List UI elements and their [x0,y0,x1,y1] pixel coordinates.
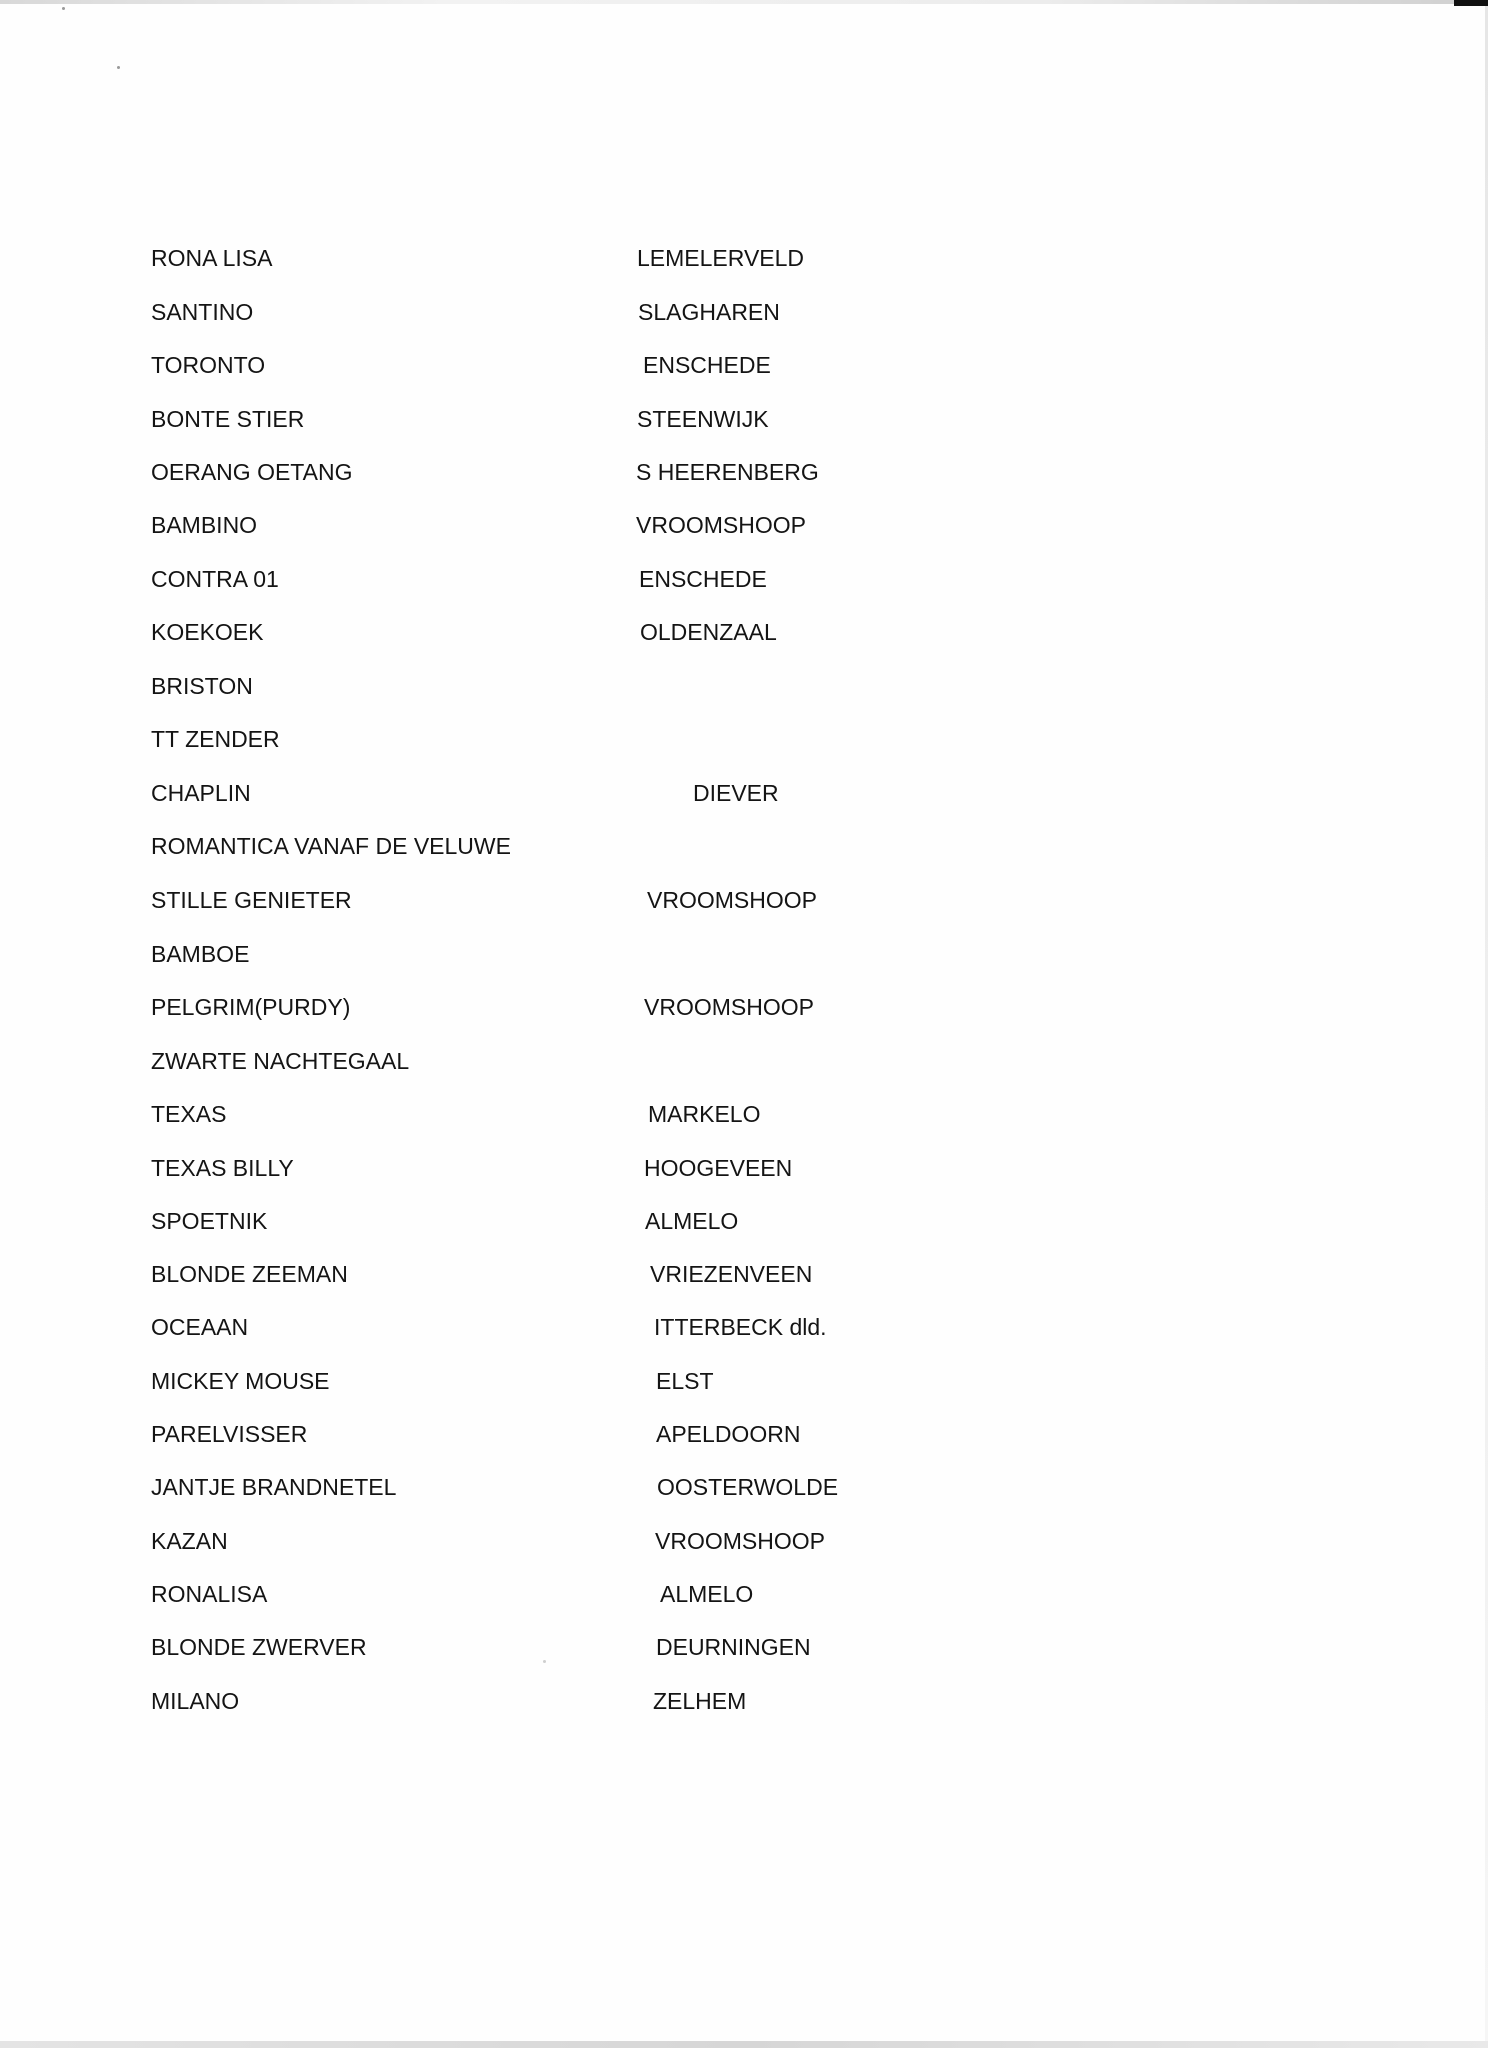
list-row [0,1579,1488,1613]
row-place: HOOGEVEEN [644,1155,793,1181]
row-name: CHAPLIN [151,780,251,806]
list-row [0,1526,1488,1560]
row-name: PELGRIM(PURDY) [151,994,351,1020]
list-row [0,1099,1488,1133]
row-place: ENSCHEDE [639,566,767,592]
list-row [0,350,1488,384]
row-name: ZWARTE NACHTEGAAL [151,1048,410,1074]
row-place: LEMELERVELD [637,245,805,271]
list-row [0,510,1488,544]
row-place: OLDENZAAL [640,619,777,645]
row-name: CONTRA 01 [151,566,279,592]
scan-speck [117,66,120,69]
row-name: KAZAN [151,1528,228,1554]
row-name: SPOETNIK [151,1208,268,1234]
list-row [0,831,1488,865]
row-place: ENSCHEDE [643,352,771,378]
list-row [0,992,1488,1026]
row-name: TORONTO [151,352,266,378]
row-name: JANTJE BRANDNETEL [151,1474,397,1500]
list-row [0,617,1488,651]
row-name: OERANG OETANG [151,459,353,485]
row-name: TEXAS BILLY [151,1155,294,1181]
row-place: VROOMSHOOP [655,1528,825,1554]
scan-speck [62,7,65,10]
row-name: OCEAAN [151,1314,249,1340]
list-row [0,1259,1488,1293]
list-row [0,1206,1488,1240]
row-name: BLONDE ZWERVER [151,1634,367,1660]
list-row [0,457,1488,491]
row-place: STEENWIJK [637,406,769,432]
list-row [0,671,1488,705]
row-place: ALMELO [660,1581,754,1607]
row-place: ELST [656,1368,714,1394]
row-place: S HEERENBERG [636,459,819,485]
list-row [0,1472,1488,1506]
list-row [0,1046,1488,1080]
row-name: RONA LISA [151,245,273,271]
scan-top-edge [0,0,1488,4]
list-row [0,297,1488,331]
row-place: VROOMSHOOP [647,887,817,913]
row-name: BLONDE ZEEMAN [151,1261,348,1287]
row-name: RONALISA [151,1581,268,1607]
row-name: PARELVISSER [151,1421,308,1447]
list-row [0,1419,1488,1453]
list-row [0,724,1488,758]
row-place: DEURNINGEN [656,1634,811,1660]
list-row [0,1632,1488,1666]
list-row [0,1312,1488,1346]
row-place: VROOMSHOOP [636,512,806,538]
row-name: BONTE STIER [151,406,305,432]
row-name: TT ZENDER [151,726,280,752]
scan-bottom-edge [0,2041,1488,2048]
row-place: VRIEZENVEEN [650,1261,813,1287]
row-name: BAMBOE [151,941,250,967]
list-row [0,243,1488,277]
list-row [0,404,1488,438]
row-place: ZELHEM [653,1688,747,1714]
list-row [0,778,1488,812]
row-place: APELDOORN [656,1421,801,1447]
row-name: KOEKOEK [151,619,264,645]
row-place: DIEVER [693,780,779,806]
list-row [0,1153,1488,1187]
row-name: MILANO [151,1688,240,1714]
row-name: STILLE GENIETER [151,887,352,913]
row-place: ITTERBECK dld. [654,1314,827,1340]
row-place: ALMELO [645,1208,739,1234]
row-name: BAMBINO [151,512,258,538]
row-place: VROOMSHOOP [644,994,814,1020]
row-name: BRISTON [151,673,253,699]
row-place: SLAGHAREN [638,299,780,325]
row-place: MARKELO [648,1101,761,1127]
list-row [0,1686,1488,1720]
row-place: OOSTERWOLDE [657,1474,839,1500]
list-row [0,1366,1488,1400]
list-row [0,564,1488,598]
list-row [0,939,1488,973]
scan-corner-mark [1454,0,1488,6]
row-name: TEXAS [151,1101,227,1127]
row-name: ROMANTICA VANAF DE VELUWE [151,833,511,859]
list-row [0,885,1488,919]
row-name: SANTINO [151,299,254,325]
row-name: MICKEY MOUSE [151,1368,330,1394]
